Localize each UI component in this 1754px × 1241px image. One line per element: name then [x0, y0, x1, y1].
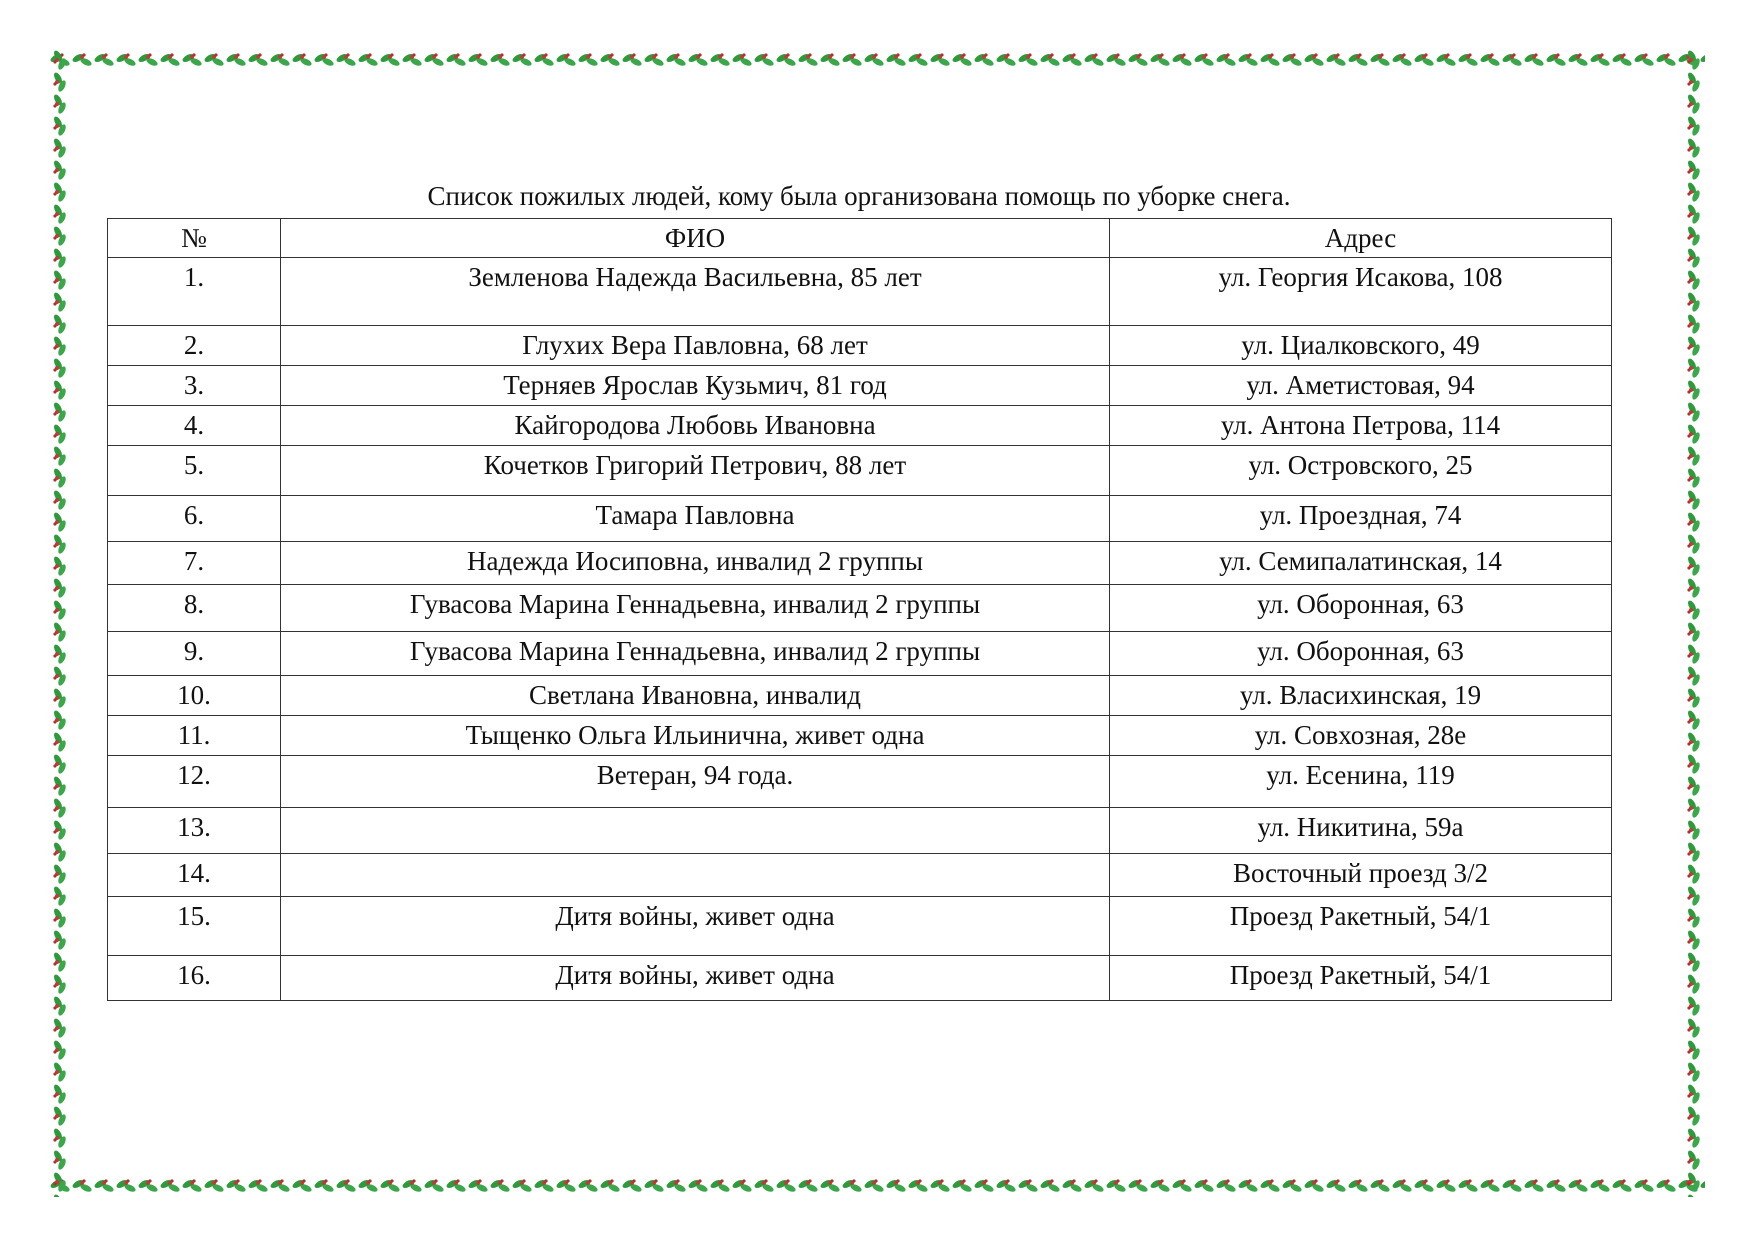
row-number: 8. — [108, 585, 281, 632]
holly-border-right — [1683, 49, 1705, 1197]
row-address: ул. Георгия Исакова, 108 — [1110, 258, 1612, 326]
row-full-name: Тамара Павловна — [281, 496, 1110, 542]
holly-pattern-fill — [1683, 49, 1705, 1197]
table-row — [108, 756, 1612, 808]
row-number: 3. — [108, 366, 281, 406]
row-address: ул. Есенина, 119 — [1110, 756, 1612, 808]
row-number: 6. — [108, 496, 281, 542]
header-address: Адрес — [1110, 219, 1612, 258]
row-full-name: Глухих Вера Павловна, 68 лет — [281, 326, 1110, 366]
row-number: 7. — [108, 542, 281, 585]
row-number: 2. — [108, 326, 281, 366]
row-full-name: Ветеран, 94 года. — [281, 756, 1110, 808]
holly-pattern-fill — [49, 49, 71, 1197]
document-title: Список пожилых людей, кому была организована помощь по уборке снега. — [427, 181, 1291, 211]
table-row — [108, 897, 1612, 956]
row-address: ул. Проездная, 74 — [1110, 496, 1612, 542]
row-full-name — [281, 854, 1110, 897]
row-full-name: Тыщенко Ольга Ильинична, живет одна — [281, 716, 1110, 756]
row-number: 9. — [108, 632, 281, 676]
row-full-name — [281, 808, 1110, 854]
table-row — [108, 446, 1612, 496]
row-address: ул. Аметистовая, 94 — [1110, 366, 1612, 406]
table-row — [108, 366, 1612, 406]
row-full-name: Земленова Надежда Васильевна, 85 лет — [281, 258, 1110, 326]
row-number: 13. — [108, 808, 281, 854]
table-row — [108, 632, 1612, 676]
holly-border-top — [49, 49, 1705, 71]
table-row — [108, 542, 1612, 585]
header-full-name: ФИО — [281, 219, 1110, 258]
holly-border-bottom — [49, 1175, 1705, 1197]
row-address: ул. Оборонная, 63 — [1110, 632, 1612, 676]
row-address: ул. Циалковского, 49 — [1110, 326, 1612, 366]
row-address: ул. Власихинская, 19 — [1110, 676, 1612, 716]
table-row — [108, 716, 1612, 756]
table-row — [108, 326, 1612, 366]
table-header-row — [108, 219, 1612, 258]
table-row — [108, 956, 1612, 1001]
holly-pattern-fill — [49, 49, 1705, 71]
row-number: 16. — [108, 956, 281, 1001]
table-row — [108, 585, 1612, 632]
holly-pattern-fill — [49, 1175, 1705, 1197]
row-number: 1. — [108, 258, 281, 326]
row-number: 15. — [108, 897, 281, 956]
row-address: ул. Никитина, 59а — [1110, 808, 1612, 854]
elderly-list-table — [107, 218, 1612, 1001]
holly-border-left — [49, 49, 71, 1197]
row-address: ул. Оборонная, 63 — [1110, 585, 1612, 632]
table-row — [108, 808, 1612, 854]
table-row — [108, 676, 1612, 716]
row-full-name: Терняев Ярослав Кузьмич, 81 год — [281, 366, 1110, 406]
row-number: 5. — [108, 446, 281, 496]
row-number: 4. — [108, 406, 281, 446]
row-address: Восточный проезд 3/2 — [1110, 854, 1612, 897]
row-address: ул. Островского, 25 — [1110, 446, 1612, 496]
row-address: ул. Семипалатинская, 14 — [1110, 542, 1612, 585]
row-address: Проезд Ракетный, 54/1 — [1110, 897, 1612, 956]
row-full-name: Светлана Ивановна, инвалид — [281, 676, 1110, 716]
row-address: Проезд Ракетный, 54/1 — [1110, 956, 1612, 1001]
row-address: ул. Антона Петрова, 114 — [1110, 406, 1612, 446]
row-address: ул. Совхозная, 28е — [1110, 716, 1612, 756]
row-number: 11. — [108, 716, 281, 756]
row-full-name: Кайгородова Любовь Ивановна — [281, 406, 1110, 446]
row-number: 10. — [108, 676, 281, 716]
row-full-name: Гувасова Марина Геннадьевна, инвалид 2 группы — [281, 585, 1110, 632]
row-full-name: Надежда Иосиповна, инвалид 2 группы — [281, 542, 1110, 585]
table-row — [108, 406, 1612, 446]
header-number: № — [108, 219, 281, 258]
row-number: 14. — [108, 854, 281, 897]
row-full-name: Кочетков Григорий Петрович, 88 лет — [281, 446, 1110, 496]
row-full-name: Дитя войны, живет одна — [281, 956, 1110, 1001]
table-row — [108, 496, 1612, 542]
table-row — [108, 258, 1612, 326]
table-row — [108, 854, 1612, 897]
row-full-name: Гувасова Марина Геннадьевна, инвалид 2 группы — [281, 632, 1110, 676]
row-number: 12. — [108, 756, 281, 808]
row-full-name: Дитя войны, живет одна — [281, 897, 1110, 956]
